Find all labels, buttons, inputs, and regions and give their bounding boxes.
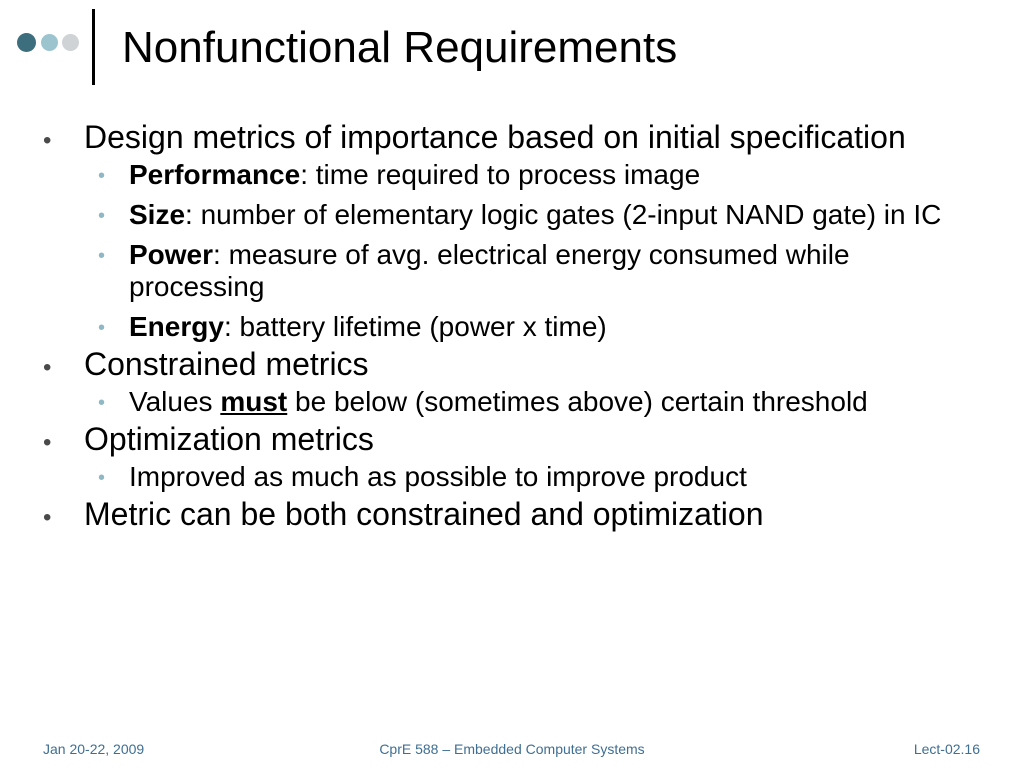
size-description: : number of elementary logic gates (2-input NAND gate) in IC — [185, 199, 942, 230]
sub-bullet-glyph: • — [98, 165, 106, 187]
sub-bullet-glyph: • — [98, 245, 106, 267]
bullet-optimization-metrics — [40, 422, 980, 457]
decor-dot-dark — [17, 33, 36, 52]
decor-dot-light — [62, 34, 79, 51]
term-power: Power — [129, 239, 214, 270]
sub-bullet-values-threshold — [40, 386, 980, 418]
bullet-constrained-metrics — [40, 347, 980, 382]
sub-bullet-text: Improved as much as possible to improve product — [129, 461, 747, 492]
sub-bullet-performance — [40, 159, 980, 191]
energy-description: : battery lifetime (power x time) — [223, 311, 607, 342]
term-performance: Performance — [129, 159, 301, 190]
values-prefix: Values — [129, 386, 221, 417]
term-size: Size — [129, 199, 186, 230]
sub-bullet-glyph: • — [98, 317, 106, 339]
bullet-text: Constrained metrics — [84, 346, 369, 382]
sub-bullet-glyph: • — [98, 392, 106, 414]
bullet-glyph: • — [43, 354, 52, 381]
title-divider-bar — [92, 9, 95, 85]
sub-bullet-energy — [40, 311, 980, 343]
values-suffix: be below (sometimes above) certain threshold — [287, 386, 868, 417]
sub-bullet-power — [40, 239, 980, 303]
footer-course: CprE 588 – Embedded Computer Systems — [379, 741, 645, 757]
power-description: : measure of avg. electrical energy consumed while processing — [129, 239, 850, 302]
title-decoration — [0, 0, 120, 90]
bullet-text: Design metrics of importance based on initial specification — [84, 119, 906, 155]
slide-content — [40, 120, 980, 536]
sub-bullet-improved — [40, 461, 980, 493]
footer-lecture-number: Lect-02.16 — [913, 741, 980, 757]
bullet-glyph: • — [43, 127, 52, 154]
bullet-both-metrics — [40, 497, 980, 532]
performance-description: : time required to process image — [300, 159, 701, 190]
bullet-text: Optimization metrics — [84, 421, 374, 457]
footer-date: Jan 20-22, 2009 — [43, 741, 145, 757]
bullet-text: Metric can be both constrained and optimization — [84, 496, 764, 532]
decor-dot-mid — [41, 34, 58, 51]
term-energy: Energy — [129, 311, 224, 342]
bullet-glyph: • — [43, 429, 52, 456]
bullet-design-metrics — [40, 120, 980, 155]
slide-title: Nonfunctional Requirements — [122, 23, 678, 72]
bullet-glyph: • — [43, 504, 52, 531]
sub-bullet-glyph: • — [98, 205, 106, 227]
sub-bullet-size — [40, 199, 980, 231]
emphasis-must: must — [220, 386, 288, 417]
sub-bullet-glyph: • — [98, 467, 106, 489]
